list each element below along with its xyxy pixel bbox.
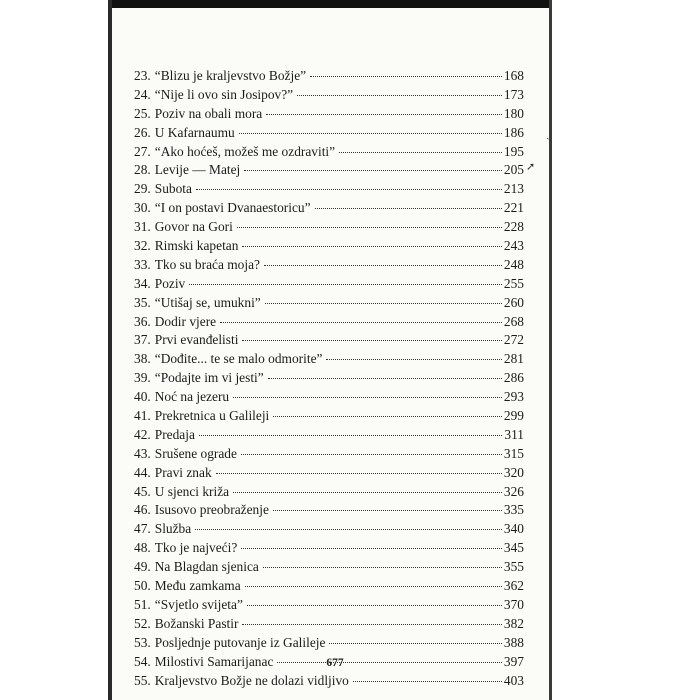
toc-entry <box>134 673 524 692</box>
dot-leader <box>273 510 502 511</box>
toc-entry-page: 168 <box>503 68 524 83</box>
toc-entry <box>134 162 524 181</box>
toc-entry <box>134 484 524 503</box>
toc-entry-page: 173 <box>503 86 524 102</box>
dot-leader <box>245 586 502 587</box>
toc-entry <box>134 68 524 87</box>
toc-entry <box>134 635 524 654</box>
toc-entry <box>134 181 524 200</box>
dot-leader <box>310 76 502 77</box>
dot-leader <box>263 567 502 568</box>
dot-leader <box>242 340 501 341</box>
toc-entry <box>134 219 524 238</box>
toc-entry <box>134 559 524 578</box>
dot-leader <box>233 397 502 398</box>
toc-entry-title: Srušene ograde <box>154 445 237 461</box>
toc-entry-page: 281 <box>503 351 524 367</box>
toc-entry <box>134 446 524 465</box>
toc-entry-page: 403 <box>503 672 524 688</box>
toc-entry-title: Prvi evanđelisti <box>154 332 239 348</box>
toc-entry-title: “I on postavi Dvanaestoricu” <box>154 200 311 216</box>
toc-entry-page: 340 <box>503 521 524 537</box>
toc-entry-number: 42. <box>134 426 151 442</box>
toc-entry-title: Prekretnica u Galileji <box>154 408 270 424</box>
toc-entry-title: Subota <box>154 181 192 197</box>
toc-entry-number: 41. <box>134 408 151 424</box>
toc-entry <box>134 144 524 163</box>
toc-entry-number: 43. <box>134 445 151 461</box>
toc-entry <box>134 276 524 295</box>
toc-entry-number: 45. <box>134 483 151 499</box>
toc-entry-title: Noć na jezeru <box>154 389 230 405</box>
toc-entry-title: U Kafarnaumu <box>154 124 235 140</box>
toc-entry <box>134 106 524 125</box>
toc-entry-page: 335 <box>503 502 524 518</box>
toc-entry-title: “Nije li ovo sin Josipov?” <box>154 86 294 102</box>
page-number: 677 <box>326 657 344 669</box>
toc-entry-title: “Dođite... te se malo odmorite” <box>154 351 323 367</box>
toc-entry-page: 355 <box>503 559 524 575</box>
toc-entry-number: 23. <box>134 68 151 83</box>
toc-entry-number: 55. <box>134 672 151 688</box>
dot-leader <box>266 114 502 115</box>
dot-leader <box>273 416 502 417</box>
toc-entry <box>134 257 524 276</box>
toc-entry-page: 315 <box>503 445 524 461</box>
toc-entry-number: 54. <box>134 653 151 669</box>
toc-entry <box>134 578 524 597</box>
toc-entry-number: 52. <box>134 615 151 631</box>
toc-entry <box>134 370 524 389</box>
toc-entry-title: Tko su braća moja? <box>154 256 260 272</box>
toc-entry-number: 26. <box>134 124 151 140</box>
toc-entry <box>134 502 524 521</box>
dot-leader <box>216 473 502 474</box>
toc-entry-title: “Ako hoćeš, možeš me ozdraviti” <box>154 143 336 159</box>
dot-leader <box>339 152 502 153</box>
toc-entry-page: 180 <box>503 105 524 121</box>
pencil-tick-mark: ➚ <box>526 161 536 173</box>
toc-entry-title: Isusovo preobraženje <box>154 502 269 518</box>
dot-leader <box>242 624 501 625</box>
toc-entry-page: 382 <box>503 615 524 631</box>
toc-entry <box>134 521 524 540</box>
toc-entry-title: Govor na Gori <box>154 219 233 235</box>
toc-entry-number: 50. <box>134 578 151 594</box>
toc-entry-page: 268 <box>503 313 524 329</box>
toc-entry-title: Služba <box>154 521 192 537</box>
toc-entry-number: 53. <box>134 634 151 650</box>
toc-entry-page: 299 <box>503 408 524 424</box>
toc-entry-number: 46. <box>134 502 151 518</box>
toc-entry-page: 195 <box>503 143 524 159</box>
dot-leader <box>315 208 502 209</box>
dot-leader <box>199 435 503 436</box>
table-of-contents <box>134 68 524 691</box>
toc-entry-number: 51. <box>134 596 151 612</box>
dot-leader <box>237 227 502 228</box>
toc-entry-page: 260 <box>503 294 524 310</box>
toc-entry-title: Među zamkama <box>154 578 241 594</box>
dot-leader <box>241 548 502 549</box>
dot-leader <box>233 492 502 493</box>
toc-entry-number: 35. <box>134 294 151 310</box>
toc-entry-title: “Utišaj se, umukni” <box>154 294 261 310</box>
toc-entry <box>134 200 524 219</box>
toc-entry-number: 40. <box>134 389 151 405</box>
toc-entry-page: 186 <box>503 124 524 140</box>
toc-entry <box>134 295 524 314</box>
dot-leader <box>353 681 502 682</box>
dot-leader <box>264 265 502 266</box>
toc-entry <box>134 125 524 144</box>
toc-entry-title: Poziv <box>154 275 186 291</box>
toc-entry <box>134 389 524 408</box>
toc-entry-page: 293 <box>503 389 524 405</box>
dot-leader <box>242 246 501 247</box>
dot-leader <box>244 170 502 171</box>
toc-entry-number: 48. <box>134 540 151 556</box>
toc-entry <box>134 408 524 427</box>
scan-top-edge <box>108 0 552 8</box>
toc-entry-number: 25. <box>134 105 151 121</box>
toc-entry-number: 49. <box>134 559 151 575</box>
dot-leader <box>195 529 502 530</box>
toc-entry-title: Na Blagdan sjenica <box>154 559 259 575</box>
dot-leader <box>329 643 501 644</box>
dot-leader <box>241 454 502 455</box>
toc-entry-number: 39. <box>134 370 151 386</box>
toc-entry-number: 28. <box>134 162 151 178</box>
page-right-edge <box>549 0 552 700</box>
toc-entry-page: 362 <box>503 578 524 594</box>
toc-entry-page: 255 <box>503 275 524 291</box>
toc-entry-title: Poziv na obali mora <box>154 105 263 121</box>
toc-entry <box>134 238 524 257</box>
toc-entry-page: 286 <box>503 370 524 386</box>
toc-entry <box>134 87 524 106</box>
dot-leader <box>265 303 502 304</box>
page-left-edge <box>108 0 112 700</box>
ink-speck-mark: ˏ <box>546 128 550 140</box>
toc-entry-page: 205 <box>503 162 524 178</box>
dot-leader <box>239 133 502 134</box>
toc-entry-number: 34. <box>134 275 151 291</box>
toc-entry-page: 397 <box>503 653 524 669</box>
toc-entry-title: “Svjetlo svijeta” <box>154 596 243 612</box>
toc-entry-page: 272 <box>503 332 524 348</box>
toc-entry-page: 345 <box>503 540 524 556</box>
toc-entry-number: 31. <box>134 219 151 235</box>
toc-entry-page: 243 <box>503 238 524 254</box>
toc-entry <box>134 616 524 635</box>
dot-leader <box>268 378 502 379</box>
toc-entry-title: Milostivi Samarijanac <box>154 653 274 669</box>
toc-entry-title: “Blizu je kraljevstvo Božje” <box>154 68 307 83</box>
dot-leader <box>189 284 502 285</box>
toc-entry <box>134 465 524 484</box>
toc-entry-number: 38. <box>134 351 151 367</box>
dot-leader <box>247 605 502 606</box>
toc-entry-number: 30. <box>134 200 151 216</box>
toc-entry-page: 388 <box>503 634 524 650</box>
toc-entry-title: Posljednje putovanje iz Galileje <box>154 634 326 650</box>
toc-entry-title: Kraljevstvo Božje ne dolazi vidljivo <box>154 672 349 688</box>
toc-entry <box>134 427 524 446</box>
toc-entry-title: Levije — Matej <box>154 162 241 178</box>
toc-entry-number: 47. <box>134 521 151 537</box>
toc-entry-title: Predaja <box>154 426 195 442</box>
toc-entry-page: 221 <box>503 200 524 216</box>
toc-entry-number: 33. <box>134 256 151 272</box>
toc-entry-title: “Podajte im vi jesti” <box>154 370 264 386</box>
toc-entry-number: 36. <box>134 313 151 329</box>
toc-entry-title: Dodir vjere <box>154 313 217 329</box>
toc-entry-page: 248 <box>503 256 524 272</box>
toc-entry-page: 370 <box>503 596 524 612</box>
toc-entry-page: 228 <box>503 219 524 235</box>
dot-leader <box>220 322 502 323</box>
dot-leader <box>297 95 502 96</box>
toc-entry-page: 326 <box>503 483 524 499</box>
dot-leader <box>196 189 502 190</box>
toc-entry-number: 32. <box>134 238 151 254</box>
toc-entry-number: 24. <box>134 86 151 102</box>
toc-entry-number: 44. <box>134 464 151 480</box>
toc-entry <box>134 314 524 333</box>
toc-entry-page: 213 <box>503 181 524 197</box>
dot-leader <box>326 359 501 360</box>
toc-entry-number: 29. <box>134 181 151 197</box>
toc-entry <box>134 351 524 370</box>
toc-entry-title: Božanski Pastir <box>154 615 239 631</box>
toc-entry <box>134 332 524 351</box>
toc-entry-title: U sjenci križa <box>154 483 230 499</box>
toc-entry-title: Tko je najveći? <box>154 540 238 556</box>
toc-entry-number: 27. <box>134 143 151 159</box>
toc-entry <box>134 540 524 559</box>
toc-entry-page: 320 <box>503 464 524 480</box>
toc-entry-number: 37. <box>134 332 151 348</box>
toc-entry <box>134 597 524 616</box>
toc-entry-page: 311 <box>504 426 524 442</box>
toc-entry-title: Pravi znak <box>154 464 212 480</box>
toc-entry-title: Rimski kapetan <box>154 238 239 254</box>
